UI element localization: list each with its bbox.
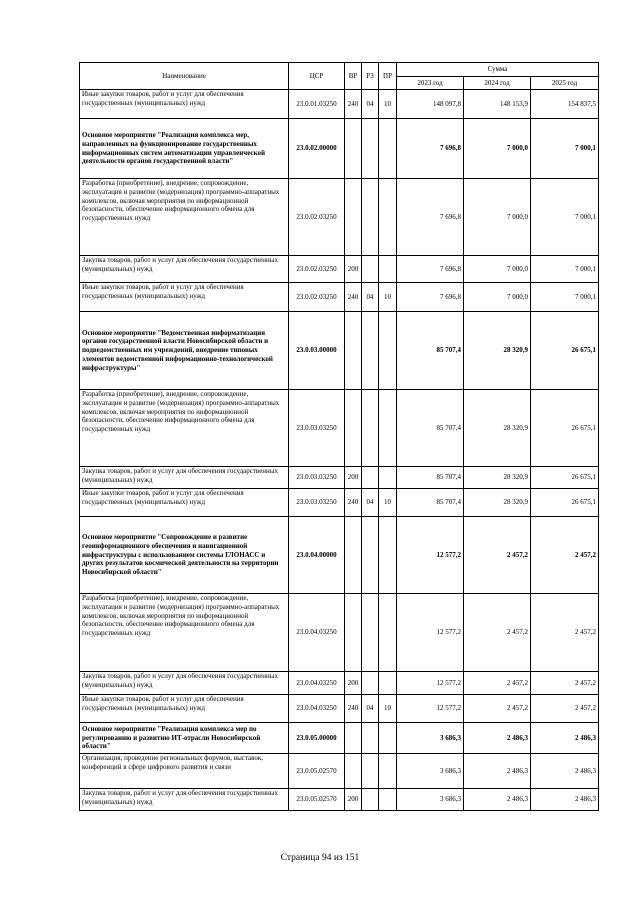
row-rz	[362, 672, 379, 695]
row-sum-2024: 2 486,3	[464, 754, 531, 789]
header-pr: ПР	[379, 63, 397, 90]
header-sum: Сумма	[397, 63, 599, 77]
row-vr	[345, 390, 362, 467]
row-sum-2023: 7 696,8	[397, 283, 464, 312]
table-row	[80, 467, 599, 489]
row-csr: 23.0.01.03250	[289, 90, 345, 119]
row-rz	[362, 390, 379, 467]
row-vr: 240	[345, 695, 362, 723]
row-vr: 240	[345, 283, 362, 312]
row-sum-2024: 28 320,9	[464, 467, 531, 489]
row-rz: 04	[362, 695, 379, 723]
row-csr: 23.0.03.03250	[289, 489, 345, 517]
row-sum-2024: 2 457,2	[464, 695, 531, 723]
row-sum-2024: 28 320,9	[464, 489, 531, 517]
table-row	[80, 179, 599, 256]
row-sum-2023: 12 577,2	[397, 672, 464, 695]
row-vr: 200	[345, 672, 362, 695]
row-name: Организация, проведение региональных форумов, выставок, конференций в сфере цифрового развития и связи	[80, 754, 289, 789]
row-sum-2024: 2 457,2	[464, 517, 531, 594]
row-vr: 240	[345, 489, 362, 517]
row-sum-2023: 3 686,3	[397, 723, 464, 754]
row-csr: 23.0.05.02570	[289, 789, 345, 811]
row-rz	[362, 256, 379, 283]
row-sum-2025: 26 675,1	[531, 467, 599, 489]
row-vr	[345, 179, 362, 256]
table-row	[80, 695, 599, 723]
row-csr: 23.0.05.02570	[289, 754, 345, 789]
row-pr	[379, 517, 397, 594]
row-vr: 200	[345, 467, 362, 489]
row-sum-2023: 148 097,8	[397, 90, 464, 119]
row-sum-2024: 2 457,2	[464, 672, 531, 695]
row-sum-2023: 3 686,3	[397, 754, 464, 789]
row-rz	[362, 754, 379, 789]
row-sum-2024: 7 000,0	[464, 283, 531, 312]
row-vr: 200	[345, 256, 362, 283]
row-csr: 23.0.04.03250	[289, 672, 345, 695]
row-csr: 23.0.02.00000	[289, 119, 345, 179]
row-sum-2023: 3 686,3	[397, 789, 464, 811]
header-year-2025: 2025 год	[531, 77, 599, 90]
row-name: Закупка товаров, работ и услуг для обеспечения государственных (муниципальных) нужд	[80, 789, 289, 811]
row-sum-2025: 26 675,1	[531, 390, 599, 467]
row-rz: 04	[362, 489, 379, 517]
row-pr	[379, 754, 397, 789]
row-csr: 23.0.03.00000	[289, 312, 345, 390]
row-sum-2025: 7 000,1	[531, 283, 599, 312]
table-row	[80, 489, 599, 517]
row-rz	[362, 119, 379, 179]
row-pr	[379, 672, 397, 695]
row-name: Разработка (приобретение), внедрение, сопровождение, эксплуатация и развитие (модернизация) программно-аппаратных комплексов, включая мероприятия по информационной безопасности, обеспечение информационного обмена для государственных нужд	[80, 594, 289, 672]
row-sum-2023: 85 707,4	[397, 467, 464, 489]
header-vr: ВР	[345, 63, 362, 90]
row-name: Основное мероприятие "Реализация комплекса мер, направленных на функционирование государственных информационных систем автоматизации управленческой деятельности органов государственной власти"	[80, 119, 289, 179]
table-row	[80, 517, 599, 594]
row-pr	[379, 594, 397, 672]
header-year-2023: 2023 год	[397, 77, 464, 90]
row-sum-2023: 12 577,2	[397, 517, 464, 594]
row-name: Иные закупки товаров, работ и услуг для обеспечения государственных (муниципальных) нужд	[80, 90, 289, 119]
row-pr	[379, 179, 397, 256]
row-sum-2025: 2 457,2	[531, 695, 599, 723]
row-csr: 23.0.03.03250	[289, 467, 345, 489]
row-sum-2023: 7 696,8	[397, 256, 464, 283]
header-name: Наименование	[80, 63, 289, 90]
table-row	[80, 90, 599, 119]
row-rz	[362, 179, 379, 256]
row-name: Закупка товаров, работ и услуг для обеспечения государственных (муниципальных) нужд	[80, 672, 289, 695]
row-rz	[362, 517, 379, 594]
row-name: Разработка (приобретение), внедрение, сопровождение, эксплуатация и развитие (модернизация) программно-аппаратных комплексов, включая мероприятия по информационной безопасности, обеспечение информационного обмена для государственных нужд	[80, 179, 289, 256]
row-csr: 23.0.02.03250	[289, 179, 345, 256]
row-rz	[362, 723, 379, 754]
row-vr	[345, 517, 362, 594]
row-name: Иные закупки товаров, работ и услуг для обеспечения государственных (муниципальных) нужд	[80, 283, 289, 312]
row-sum-2024: 2 486,3	[464, 789, 531, 811]
row-sum-2024: 2 486,3	[464, 723, 531, 754]
row-vr	[345, 754, 362, 789]
table-row	[80, 723, 599, 754]
table-row	[80, 256, 599, 283]
header-rz: РЗ	[362, 63, 379, 90]
row-sum-2023: 12 577,2	[397, 594, 464, 672]
row-rz	[362, 467, 379, 489]
row-csr: 23.0.02.03250	[289, 256, 345, 283]
row-csr: 23.0.02.03250	[289, 283, 345, 312]
row-name: Закупка товаров, работ и услуг для обеспечения государственных (муниципальных) нужд	[80, 467, 289, 489]
row-sum-2025: 26 675,1	[531, 312, 599, 390]
row-pr	[379, 312, 397, 390]
row-sum-2025: 2 486,3	[531, 723, 599, 754]
row-vr	[345, 312, 362, 390]
header-year-2024: 2024 год	[464, 77, 531, 90]
row-sum-2023: 85 707,4	[397, 390, 464, 467]
row-pr: 10	[379, 489, 397, 517]
row-name: Основное мероприятие "Сопровождение и развитие геоинформационного обеспечения и навигационной инфраструктуры с использованием системы ГЛОНАСС и других результатов космической деятельности на территории Новосибирской области"	[80, 517, 289, 594]
row-sum-2025: 7 000,1	[531, 179, 599, 256]
row-sum-2024: 28 320,9	[464, 390, 531, 467]
row-sum-2025: 154 837,5	[531, 90, 599, 119]
row-pr: 10	[379, 283, 397, 312]
row-csr: 23.0.04.00000	[289, 517, 345, 594]
row-csr: 23.0.04.03250	[289, 594, 345, 672]
row-sum-2023: 12 577,2	[397, 695, 464, 723]
row-sum-2024: 7 000,0	[464, 119, 531, 179]
row-csr: 23.0.03.03250	[289, 390, 345, 467]
row-sum-2025: 2 457,2	[531, 517, 599, 594]
row-sum-2023: 85 707,4	[397, 489, 464, 517]
row-csr: 23.0.04.03250	[289, 695, 345, 723]
header-csr: ЦСР	[289, 63, 345, 90]
row-name: Основное мероприятие "Ведомственная информатизация органов государственной власти Новосибирской области и подведомственных им учреждений, внедрение типовых элементов ведомственной информационно-технологической инфраструктуры"	[80, 312, 289, 390]
table-row	[80, 672, 599, 695]
table-row	[80, 390, 599, 467]
row-sum-2024: 2 457,2	[464, 594, 531, 672]
row-pr	[379, 390, 397, 467]
row-pr: 10	[379, 90, 397, 119]
row-sum-2024: 28 320,9	[464, 312, 531, 390]
row-rz	[362, 594, 379, 672]
row-vr	[345, 723, 362, 754]
budget-table	[79, 62, 599, 811]
row-pr	[379, 723, 397, 754]
row-sum-2025: 2 486,3	[531, 789, 599, 811]
row-vr	[345, 119, 362, 179]
table-row	[80, 119, 599, 179]
row-pr	[379, 256, 397, 283]
row-sum-2025: 2 457,2	[531, 672, 599, 695]
table-row	[80, 312, 599, 390]
row-sum-2024: 7 000,0	[464, 256, 531, 283]
row-pr	[379, 789, 397, 811]
row-vr	[345, 594, 362, 672]
row-sum-2024: 148 153,9	[464, 90, 531, 119]
row-pr: 10	[379, 695, 397, 723]
row-sum-2023: 85 707,4	[397, 312, 464, 390]
row-pr	[379, 119, 397, 179]
row-rz: 04	[362, 90, 379, 119]
row-sum-2025: 26 675,1	[531, 489, 599, 517]
page-number: Страница 94 из 151	[280, 853, 360, 863]
row-name: Основное мероприятие "Реализация комплекса мер по регулированию и развитию ИТ-отрасли Новосибирской области"	[80, 723, 289, 754]
row-vr: 200	[345, 789, 362, 811]
row-sum-2025: 7 000,1	[531, 256, 599, 283]
table-row	[80, 283, 599, 312]
row-sum-2025: 7 000,1	[531, 119, 599, 179]
row-sum-2025: 2 457,2	[531, 594, 599, 672]
row-sum-2025: 2 486,3	[531, 754, 599, 789]
row-sum-2024: 7 000,0	[464, 179, 531, 256]
row-csr: 23.0.05.00000	[289, 723, 345, 754]
table-row	[80, 594, 599, 672]
row-sum-2023: 7 696,8	[397, 179, 464, 256]
row-name: Закупка товаров, работ и услуг для обеспечения государственных (муниципальных) нужд	[80, 256, 289, 283]
row-vr: 240	[345, 90, 362, 119]
row-name: Иные закупки товаров, работ и услуг для обеспечения государственных (муниципальных) нужд	[80, 489, 289, 517]
row-rz	[362, 789, 379, 811]
row-rz	[362, 312, 379, 390]
row-name: Иные закупки товаров, работ и услуг для обеспечения государственных (муниципальных) нужд	[80, 695, 289, 723]
row-sum-2023: 7 696,8	[397, 119, 464, 179]
table-row	[80, 789, 599, 811]
row-pr	[379, 467, 397, 489]
row-rz: 04	[362, 283, 379, 312]
row-name: Разработка (приобретение), внедрение, сопровождение, эксплуатация и развитие (модернизация) программно-аппаратных комплексов, включая мероприятия по информационной безопасности, обеспечение информационного обмена для государственных нужд	[80, 390, 289, 467]
table-row	[80, 754, 599, 789]
